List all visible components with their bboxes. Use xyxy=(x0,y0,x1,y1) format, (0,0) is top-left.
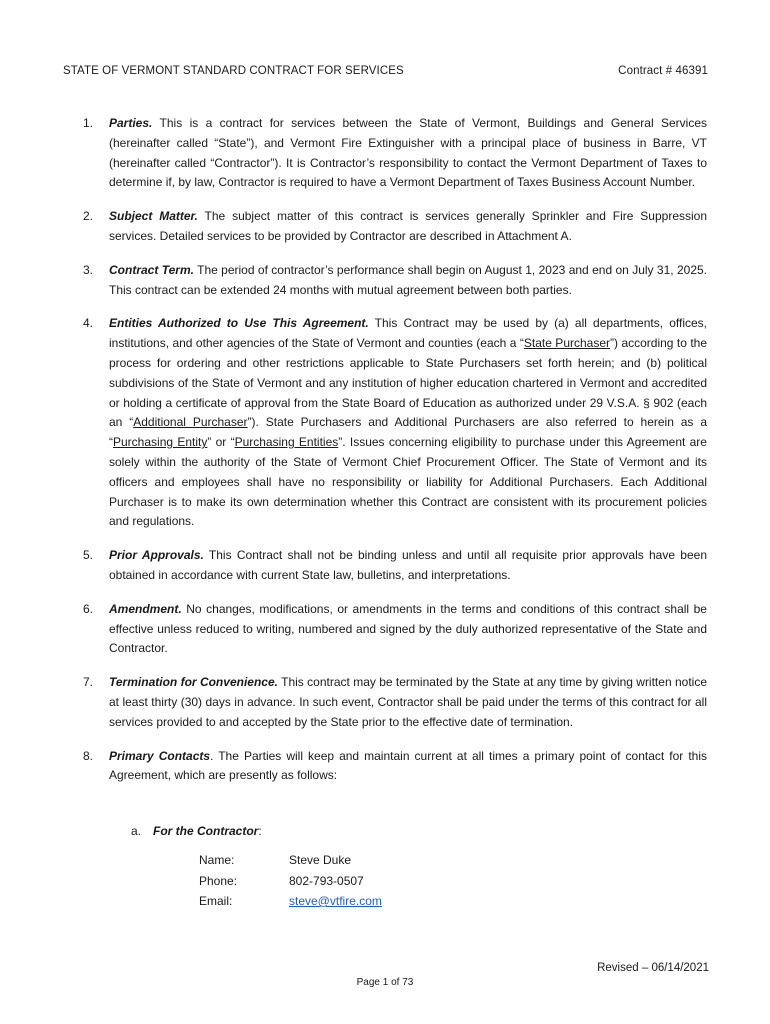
section-heading: Entities Authorized to Use This Agreement. xyxy=(109,316,369,331)
section-text: ”). State Purchasers and Additional Purchasers are also referred to herein as a “ xyxy=(109,415,707,450)
section-heading: Prior Approvals. xyxy=(109,548,204,563)
section-subject-matter xyxy=(83,207,707,247)
section-number: 2. xyxy=(83,209,94,224)
subsection-heading: For the Contractor xyxy=(153,824,259,838)
section-heading: Termination for Convenience. xyxy=(109,675,278,690)
section-parties xyxy=(83,114,707,193)
section-number: 4. xyxy=(83,316,94,331)
contact-row-name xyxy=(199,850,382,871)
section-number: 8. xyxy=(83,748,94,763)
contact-name-label: Name: xyxy=(199,853,235,867)
subsection-label: a. xyxy=(131,824,142,838)
section-text: This is a contract for services between the State of Vermont, Buildings and General Services (hereinafter called “State”), and Vermont Fire Extinguisher with a principal place of business in Barre, VT (hereinafter called “Contractor”). It is Contractor’s responsibility to contact the Vermont Department of Taxes to determine if, by law, Contractor is required to have a Vermont Department of Taxes Business Account Number. xyxy=(109,116,707,190)
contact-phone-value: 802-793-0507 xyxy=(289,873,364,888)
section-amendment xyxy=(83,600,707,659)
section-text: No changes, modifications, or amendments in the terms and conditions of this contract shall be effective unless reduced to writing, numbered and signed by the duly authorized representative of the State and Contractor. xyxy=(109,601,707,656)
section-number: 1. xyxy=(83,116,94,130)
section-text: This contract may be terminated by the State at any time by giving written notice at least thirty (30) days in advance. In such event, Contractor shall be paid under the terms of this contract for all services provided to and accepted by the State prior to the effective date of termination. xyxy=(109,675,707,729)
contract-sections xyxy=(83,114,707,800)
section-text: The period of contractor’s performance shall begin on August 1, 2023 and end on July 31, 2025. This contract can be extended 24 months with mutual agreement between both parties. xyxy=(109,262,708,297)
page-header xyxy=(63,65,708,77)
contact-email-label: Email: xyxy=(199,894,233,908)
contractor-subsection xyxy=(131,822,262,842)
defined-term-additional-purchaser: Additional Purchaser xyxy=(133,415,248,430)
section-number: 6. xyxy=(83,601,94,616)
revision-date: Revised – 06/14/2021 xyxy=(597,962,709,974)
section-entities-authorized xyxy=(83,314,707,532)
section-number: 3. xyxy=(83,262,94,277)
contact-row-email xyxy=(199,891,382,912)
subsection-colon: : xyxy=(258,824,262,838)
defined-term-purchasing-entities: Purchasing Entities xyxy=(234,435,339,450)
page-number: Page 1 of 73 xyxy=(356,977,414,988)
section-number: 5. xyxy=(83,548,94,563)
section-primary-contacts xyxy=(83,747,707,787)
section-text: This Contract may be used by (a) all departments, offices, institutions, and other agencies of the State of Vermont and counties (each a “ xyxy=(109,316,707,351)
contract-number: Contract # 46391 xyxy=(618,65,708,77)
section-text: The subject matter of this contract is services generally Sprinkler and Fire Suppression services. Detailed services to be provided by Contractor are described in Attachment A. xyxy=(109,209,708,243)
section-heading: Amendment. xyxy=(109,601,182,616)
defined-term-state-purchaser: State Purchaser xyxy=(523,336,611,351)
defined-term-purchasing-entity: Purchasing Entity xyxy=(113,435,208,450)
contact-row-phone xyxy=(199,871,382,892)
section-text: . The Parties will keep and maintain current at all times a primary point of contact for this Agreement, which are presently as follows: xyxy=(109,748,707,783)
section-heading: Subject Matter. xyxy=(109,209,198,224)
contact-email-link[interactable]: steve@vtfire.com xyxy=(289,894,382,908)
contact-name-value: Steve Duke xyxy=(289,853,352,867)
section-heading: Contract Term. xyxy=(109,262,194,277)
section-number: 7. xyxy=(83,675,94,690)
section-termination xyxy=(83,673,707,732)
section-text: ”) according to the process for ordering and other restrictions applicable to State Purchasers set forth herein; and (b) political subdivisions of the State of Vermont and any institution of higher education chartered in Vermont and accredited or holding a certificate of approval from the State Board of Education as authorized under 29 V.S.A. § 902 (each an “ xyxy=(109,336,708,430)
section-contract-term xyxy=(83,261,707,301)
section-heading: Primary Contacts xyxy=(109,748,211,763)
section-text: ” or “ xyxy=(207,435,235,450)
section-heading: Parties. xyxy=(109,116,153,130)
contract-title: STATE OF VERMONT STANDARD CONTRACT FOR SERVICES xyxy=(63,65,404,77)
contact-phone-label: Phone: xyxy=(199,873,238,888)
section-text: ”. Issues concerning eligibility to purchase under this Agreement are solely within the authority of the State of Vermont Chief Procurement Officer. The State of Vermont and its officers and employees shall have no responsibility or liability for Additional Purchasers. Each Additional Purchaser is to make its own determination whether this Contract are consistent with its procurement policies and regulations. xyxy=(109,435,707,529)
section-text: This Contract shall not be binding unless and until all requisite prior approvals have been obtained in accordance with current State law, bulletins, and interpretations. xyxy=(109,548,707,582)
contractor-contact-details xyxy=(199,850,382,912)
section-prior-approvals xyxy=(83,546,707,586)
